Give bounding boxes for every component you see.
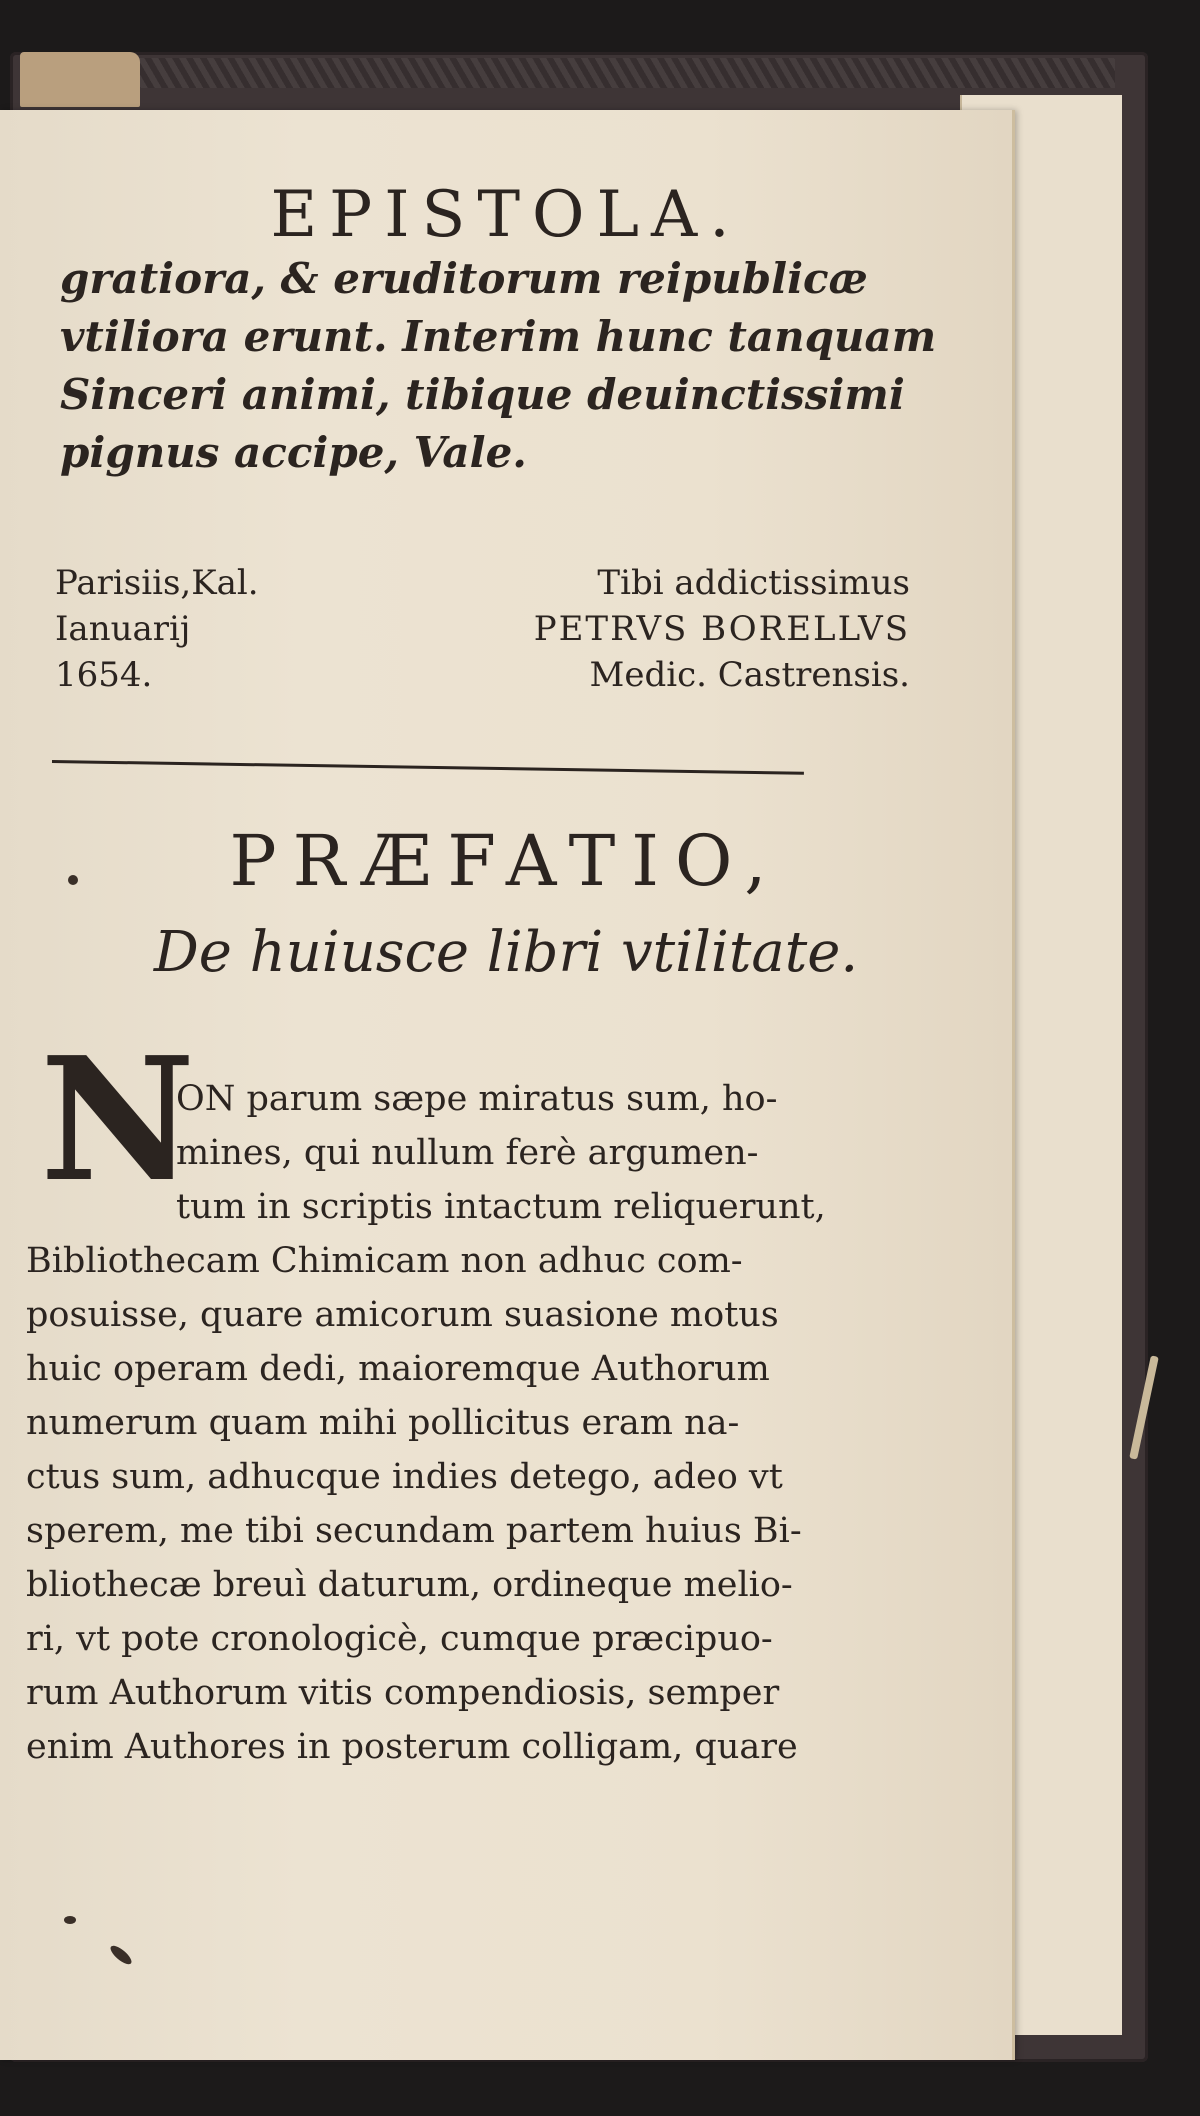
valediction-line: Tibi addictissimus: [597, 563, 910, 603]
body-line: mines, qui nullum ferè argumen-: [176, 1133, 759, 1173]
body-line: tum in scriptis intactum reliquerunt,: [176, 1187, 826, 1227]
year-line: 1654.: [55, 655, 153, 695]
body-line: Bibliothecam Chimicam non adhuc com-: [26, 1241, 743, 1281]
body-line: ON parum sæpe miratus sum, ho-: [176, 1079, 778, 1119]
drop-capital: N: [40, 1020, 196, 1220]
place-line: Parisiis,Kal.: [55, 563, 259, 603]
running-header: EPISTOLA.: [270, 178, 742, 252]
date-line: Ianuarij: [55, 609, 191, 649]
preface-subtitle: De huiusce libri vtilitate.: [153, 920, 859, 985]
preface-body: [26, 1072, 856, 1774]
body-line: rum Authorum vitis compendiosis, semper: [26, 1673, 780, 1713]
author-name: PETRVS BORELLVS: [533, 609, 910, 649]
signature-block: [490, 560, 910, 698]
body-line: ri, vt pote cronologicè, cumque præcipuo-: [26, 1619, 773, 1659]
italic-line: Sinceri animi, tibique deuinctissimi: [60, 370, 905, 419]
author-title: Medic. Castrensis.: [589, 655, 910, 695]
ink-speck: [64, 1916, 76, 1924]
cover-ornament-band: [30, 58, 1115, 88]
ink-speck: [68, 875, 78, 885]
binding-flap: [20, 52, 140, 107]
body-line: numerum quam mihi pollicitus eram na-: [26, 1403, 740, 1443]
body-line: ctus sum, adhucque indies detego, adeo vt: [26, 1457, 783, 1497]
body-line: sperem, me tibi secundam partem huius Bi-: [26, 1511, 802, 1551]
body-line: enim Authores in posterum colligam, quare: [26, 1727, 798, 1767]
italic-line: vtiliora erunt. Interim hunc tanquam: [60, 312, 937, 361]
place-date-block: [55, 560, 335, 698]
epistle-closing-text: [60, 250, 937, 482]
italic-line: gratiora, & eruditorum reipublicæ: [60, 254, 868, 303]
body-line: bliothecæ breuì daturum, ordineque melio-: [26, 1565, 793, 1605]
italic-line: pignus accipe, Vale.: [60, 428, 527, 477]
body-line: posuisse, quare amicorum suasione motus: [26, 1295, 779, 1335]
preface-title: PRÆFATIO,: [229, 820, 783, 902]
body-line: huic operam dedi, maioremque Authorum: [26, 1349, 770, 1389]
